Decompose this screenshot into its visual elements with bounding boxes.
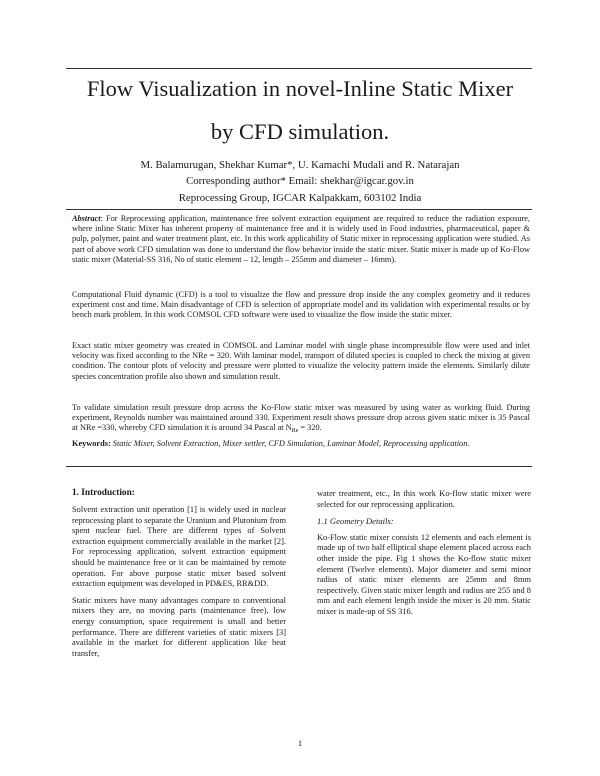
geometry-paragraph: Ko-Flow static mixer consists 12 elements and each element is made up of two half elliptical shape element placed across each other inside the pipe. Fig 1 shows the Ko-flow static mixer element (Twelve elements). Major diameter and semi minor radius of static mixer elements are 25mm and 8mm respectively. Given static mixer length and radius are 255 and 8 mm and each element length inside the mixer is 20 mm. Static mixer is made-up of SS 316. — [317, 532, 531, 616]
corresponding-author: Corresponding author* Email: shekhar@igcar.gov.in — [186, 175, 414, 187]
abstract-paragraph-4 — [72, 403, 530, 434]
intro-paragraph-2: Static mixers have many advantages compare to conventional mixers they are, no moving parts (maintenance free), low energy consumption, space requirement is small and better performance. There are different varieties of static mixers [3] available in the market for different application like heat transfer, — [72, 595, 286, 658]
abstract-para4-end: = 320. — [298, 423, 322, 433]
abstract-paragraph-2: Computational Fluid dynamic (CFD) is a tool to visualize the flow and pressure drop inside the any complex geometry and it reduces experiment cost and time. Main disadvantage of CFD is selection of appropriate model and its validation with experimental results or by bench mark problem. In this work COMSOL CFD software were used to visualize the flow inside the static mixer. — [72, 290, 530, 320]
abstract-label: Abstract — [72, 214, 101, 223]
author-names: M. Balamurugan, Shekhar Kumar*, U. Kamachi Mudali and R. Natarajan — [140, 159, 460, 171]
abstract-paragraph-1 — [72, 214, 530, 265]
introduction-heading: 1. Introduction: — [72, 488, 135, 498]
keywords-text: Static Mixer, Solvent Extraction, Mixer settler, CFD Simulation, Laminar Model, Reprocessing application. — [110, 439, 470, 448]
paper-title-line-1: Flow Visualization in novel-Inline Static Mixer — [86, 76, 514, 101]
abstract-text: : For Reprocessing application, maintenance free solvent extraction equipment are required to reduce the radiation exposure, where inline Static Mixer has inherent property of maintenance free and it is widely used in Food industries, pharmaceutical, paper & pulp, polymer, paint and water treatment plant, etc. In this work applicability of Static mixer in reprocessing application were studied. As part of above work CFD simulation was done to understand the flow behavior inside the static mixer. Static mixer is made up of Ko-Flow static mixer (Material-SS 316, No of static element – 12, length – 255mm and diameter – 16mm). — [72, 214, 530, 264]
abstract-para4-main: To validate simulation result pressure drop across the Ko-Flow static mixer was measured by using water as working fluid. During experiment, Reynolds number was maintained around 330. Experiment result shows pressure drop across given static mixer is 35 Pascal at NRe =330, whereby CFD simulation it is around 34 Pascal at N — [72, 403, 530, 433]
abstract-para4-subscript: Re — [291, 428, 299, 435]
left-column — [72, 505, 286, 665]
top-rule — [66, 68, 532, 69]
geometry-subheading: 1.1 Geometry Details: — [317, 516, 394, 527]
right-column — [317, 489, 531, 624]
abstract-paragraph-3: Exact static mixer geometry was created in COMSOL and Laminar model with single phase incompressible flow were used and inlet velocity was fixed according to the NRe = 320. With laminar model, transport of diluted species is coupled to check the mixing at given condition. The contour plots of velocity and pressure were plotted to visualize the velocity pattern inside the elements. Similarly dilute species concentration profile also shown and simulation result. — [72, 341, 530, 381]
intro-paragraph-2-continued: water treatment, etc., In this work Ko-flow static mixer were selected for our reprocessing application. — [317, 489, 531, 509]
paper-title-line-2: by CFD simulation. — [210, 119, 390, 144]
keywords-line — [72, 439, 530, 449]
intro-paragraph-1: Solvent extraction unit operation [1] is widely used in nuclear reprocessing plant to separate the Uranium and Plutonium from spent nuclear fuel. There are different types of Solvent extraction equipment commercially available in the market [2]. For reprocessing application, solvent extraction equipment should be maintenance free or it can be maintained by remote operation. For above purpose static mixer based solvent extraction equipment was developed in PD&ES, RR&DD. — [72, 505, 286, 589]
affiliation: Reprocessing Group, IGCAR Kalpakkam, 603102 India — [178, 192, 422, 204]
keywords-label: Keywords: — [72, 439, 111, 448]
page-number: 1 — [297, 738, 303, 748]
